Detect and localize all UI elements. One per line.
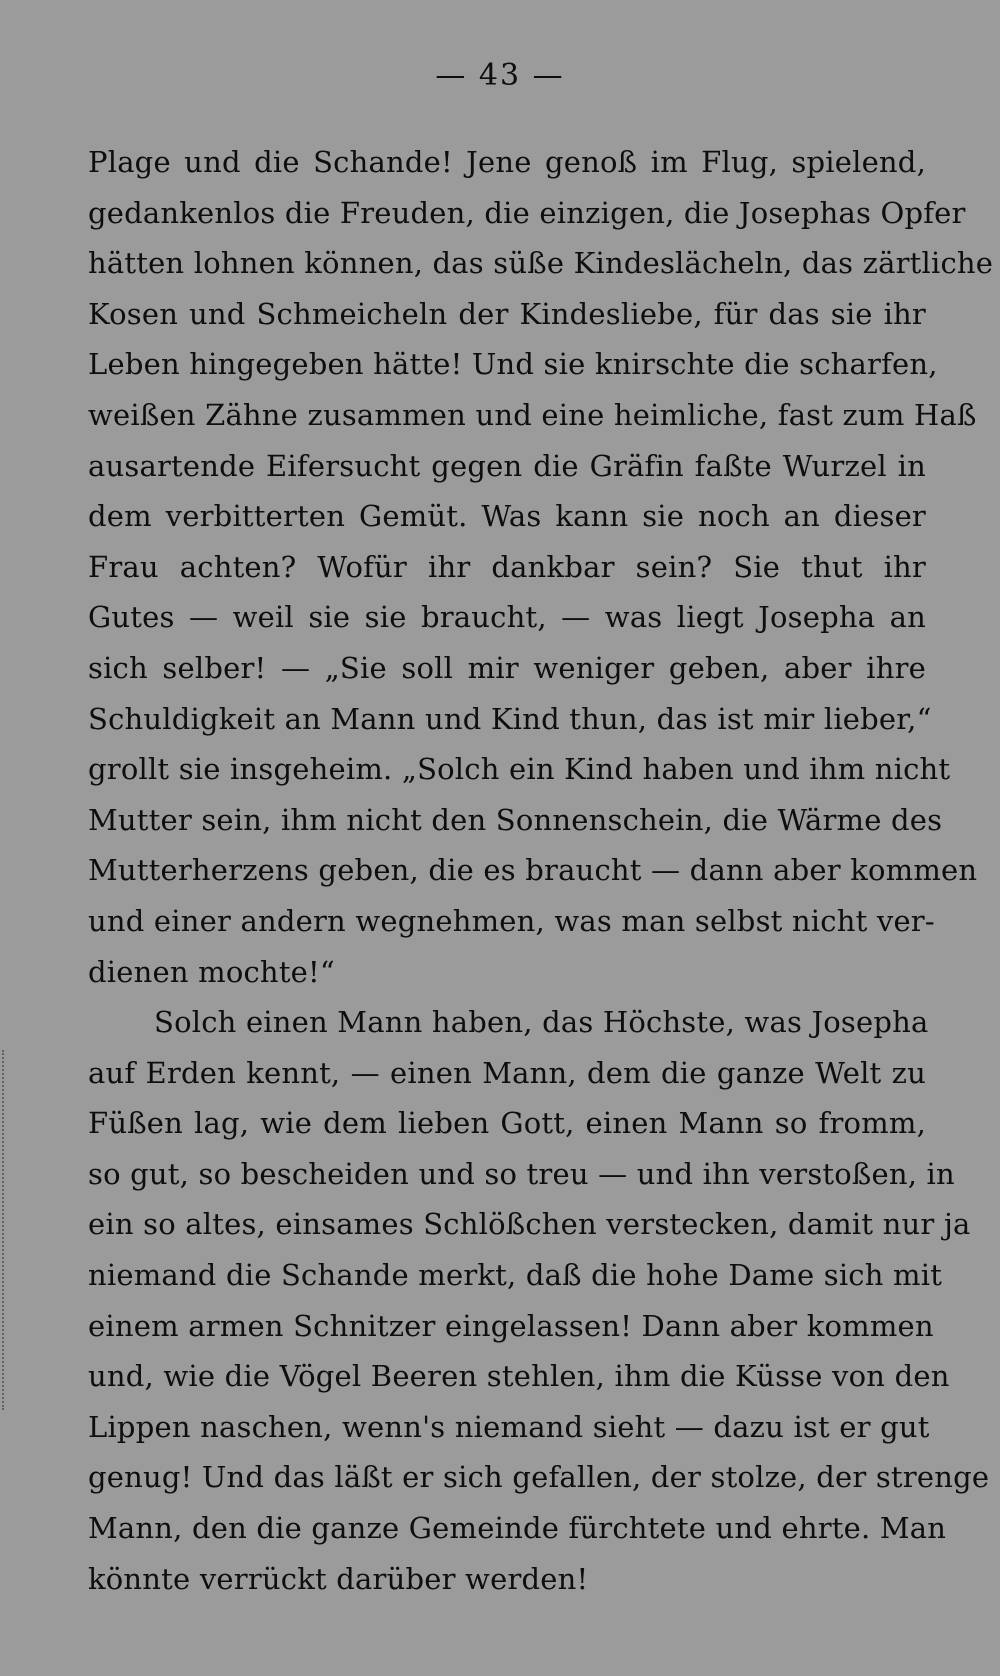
page-number: — 43 — <box>435 58 565 93</box>
text-line: und einer andern wegnehmen, was man selbst nicht ver- <box>88 903 935 938</box>
text-line: Frau achten? Wofür ihr dankbar sein? Sie thut ihr <box>88 549 926 584</box>
text-line: weißen Zähne zusammen und eine heimliche, fast zum Haß <box>88 397 977 432</box>
text-line: einem armen Schnitzer eingelassen! Dann aber kommen <box>88 1308 934 1343</box>
text-line: grollt sie insgeheim. „Solch ein Kind haben und ihm nicht <box>88 752 951 787</box>
text-line: Kosen und Schmeicheln der Kindesliebe, für das sie ihr <box>88 296 926 331</box>
text-line: sich selber! — „Sie soll mir weniger geben, aber ihre <box>88 650 926 685</box>
text-line-paragraph-start: Solch einen Mann haben, das Höchste, was Josepha <box>154 1005 929 1040</box>
text-line: ein so altes, einsames Schlößchen verstecken, damit nur ja <box>88 1207 971 1242</box>
text-line: ausartende Eifersucht gegen die Gräfin faßte Wurzel in <box>88 448 926 483</box>
text-line: dem verbitterten Gemüt. Was kann sie noch an dieser <box>88 499 926 534</box>
text-line: dienen mochte!“ <box>88 954 335 989</box>
page-body <box>88 137 994 1604</box>
text-line: Lippen naschen, wenn's niemand sieht — dazu ist er gut <box>88 1409 930 1444</box>
text-line: gedankenlos die Freuden, die einzigen, die Josephas Opfer <box>88 195 966 230</box>
text-line: hätten lohnen können, das süße Kindeslächeln, das zärtliche <box>88 246 994 281</box>
scan-edge-mark <box>2 1050 7 1410</box>
text-line: Schuldigkeit an Mann und Kind thun, das ist mir lieber,“ <box>88 701 932 736</box>
text-line: Plage und die Schande! Jene genoß im Flug, spielend, <box>88 145 926 179</box>
text-line: könnte verrückt darüber werden! <box>88 1561 589 1596</box>
text-line: Leben hingegeben hätte! Und sie knirschte die scharfen, <box>88 347 938 382</box>
text-line: Mutterherzens geben, die es braucht — dann aber kommen <box>88 853 978 888</box>
text-line: so gut, so bescheiden und so treu — und ihn verstoßen, in <box>88 1156 955 1191</box>
text-line: Gutes — weil sie sie braucht, — was liegt Josepha an <box>88 600 926 635</box>
text-line: und, wie die Vögel Beeren stehlen, ihm die Küsse von den <box>88 1359 950 1394</box>
text-line: Mann, den die ganze Gemeinde fürchtete und ehrte. Man <box>88 1511 947 1546</box>
text-line: Füßen lag, wie dem lieben Gott, einen Mann so fromm, <box>88 1106 926 1141</box>
text-line: niemand die Schande merkt, daß die hohe Dame sich mit <box>88 1258 943 1293</box>
text-line: genug! Und das läßt er sich gefallen, der stolze, der strenge <box>88 1460 990 1495</box>
text-line: auf Erden kennt, — einen Mann, dem die ganze Welt zu <box>88 1055 926 1090</box>
text-line: Mutter sein, ihm nicht den Sonnenschein, die Wärme des <box>88 802 943 837</box>
